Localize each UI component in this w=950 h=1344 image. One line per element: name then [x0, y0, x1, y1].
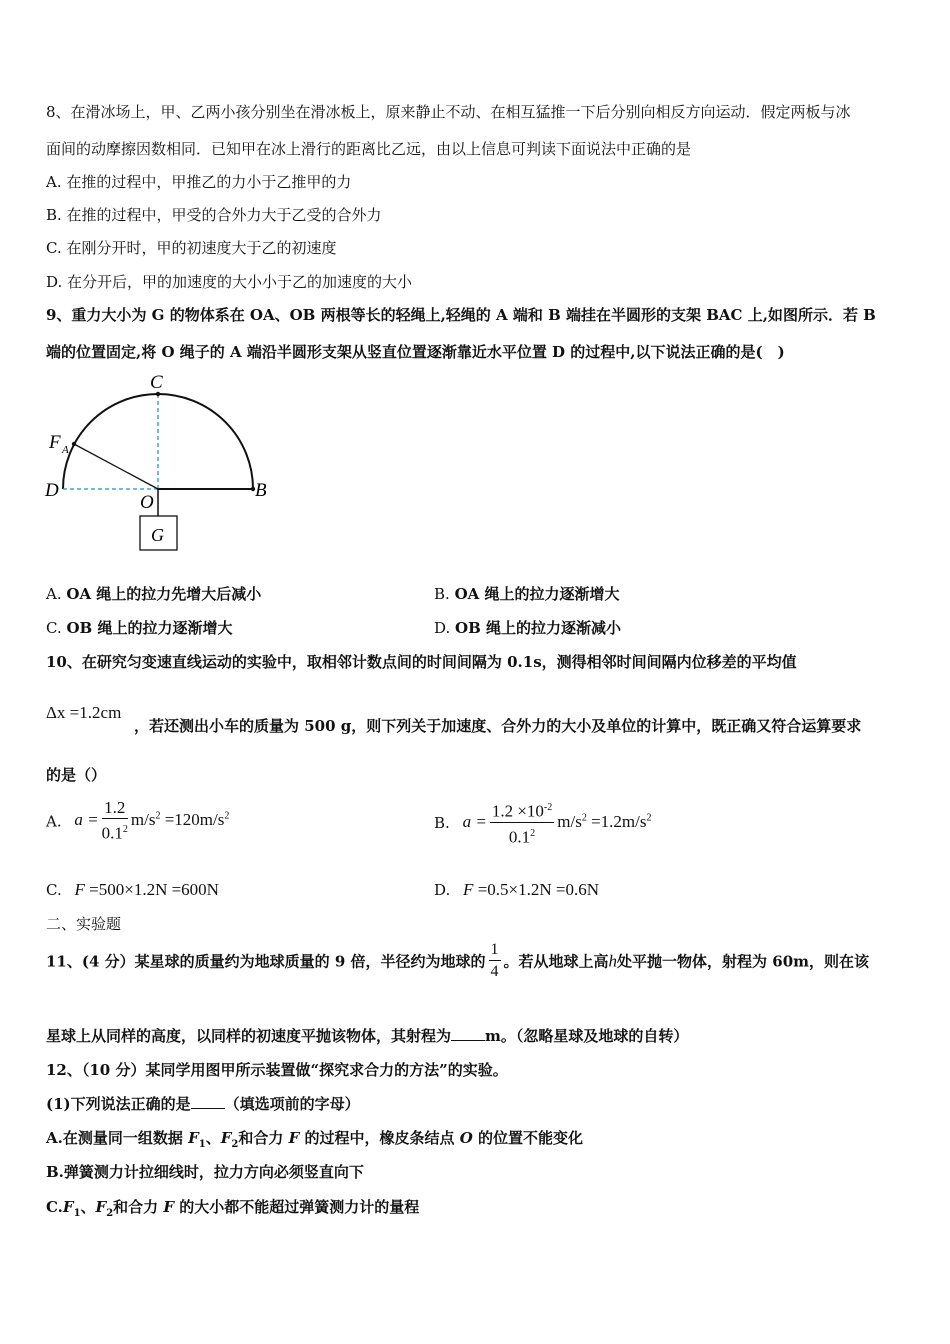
- q10-stem-line3: 的是（）: [46, 766, 107, 784]
- q12-option-a: A.在测量同一组数据 $F_1$、$F_2$和合力 F 的过程中，橡皮条结点 O 的位置不能变化: [46, 1129, 584, 1150]
- q10-delta-x: [46, 702, 121, 724]
- q9-stem-line2: 端的位置固定,将 O 绳子的 A 端沿半圆形支架从竖直位置逐渐靠近水平位置 D 的过程中,以下说法正确的是( ): [46, 343, 785, 361]
- q8-option-b: B. 在推的过程中，甲受的合外力大于乙受的合外力: [46, 206, 382, 224]
- one-quarter-fraction: $\frac{1}{4}$: [490, 941, 499, 980]
- q12-stem: 12、（10 分）某同学用图甲所示装置做“探究求合力的方法”的实验。: [46, 1061, 508, 1079]
- q10-option-d: D. F =0.5×1.2N =0.6N: [434, 880, 600, 899]
- label-a-subscript: A: [62, 444, 69, 456]
- answer-blank: [191, 1094, 225, 1109]
- label-d: D: [45, 480, 59, 501]
- q12-option-b: B.弹簧测力计拉细线时，拉力方向必须竖直向下: [46, 1163, 364, 1181]
- q11-stem-line1: 11、(4 分）某星球的质量约为地球质量的 9 倍，半径约为地球的 $\frac{1}{4}$ 。若从地球上高h处平抛一物体，射程为 60m，则在该: [46, 940, 869, 983]
- q8-stem-line1: 8、在滑冰场上，甲、乙两小孩分别坐在滑冰板上，原来静止不动、在相互猛推一下后分别向相反方向运动．假定两板与冰: [46, 103, 851, 121]
- semicircle-support-figure: [40, 368, 280, 558]
- q9-option-c: C. OB 绳上的拉力逐渐增大: [46, 619, 233, 637]
- answer-blank: [451, 1026, 485, 1041]
- q10-option-c: C. F =500×1.2N =600N: [46, 880, 219, 899]
- q9-option-a: A. OA 绳上的拉力先增大后减小: [46, 585, 262, 603]
- q12-option-c: $C.F_1$、$F_2$和合力 F 的大小都不能超过弹簧测力计的量程: [46, 1198, 420, 1219]
- q8-option-d: D. 在分开后，甲的加速度的大小小于乙的加速度的大小: [46, 273, 413, 291]
- section-heading: 二、实验题: [46, 915, 122, 933]
- q8-option-a: A. 在推的过程中，甲推乙的力小于乙推甲的力: [46, 173, 352, 191]
- q10-stem-line1: 10、在研究匀变速直线运动的实验中，取相邻计数点间的时间间隔为 0.1s，测得相邻时间间隔内位移差的平均值: [46, 653, 797, 671]
- point-a: [72, 442, 76, 446]
- q9-stem-line1: 9、重力大小为 G 的物体系在 OA、OB 两根等长的轻绳上,轻绳的 A 端和 B 端挂在半圆形的支架 BAC 上,如图所示．若 B: [46, 306, 876, 324]
- q9-option-d: D. OB 绳上的拉力逐渐减小: [434, 619, 621, 637]
- delta-x-formula: Δx =1.2cm: [46, 703, 122, 722]
- label-c: C: [150, 372, 163, 393]
- q11-stem-line2: 星球上从同样的高度，以同样的初速度平抛该物体，其射程为 m。（忽略星球及地球的自转）: [46, 1027, 689, 1045]
- label-o: O: [140, 492, 154, 513]
- q8-stem-line2: 面间的动摩擦因数相同．已知甲在冰上滑行的距离比乙远，由以上信息可判读下面说法中正确的是: [46, 140, 692, 158]
- q9-option-b: B. OA 绳上的拉力逐渐增大: [434, 585, 620, 603]
- q10-option-a: A. a = $\frac{1.2}{0.1^2}$ $m/s^2 =120m/s^2$: [46, 798, 230, 843]
- label-b: B: [255, 480, 267, 501]
- label-g: G: [151, 525, 164, 545]
- q10-stem-line2: ，若还测出小车的质量为 500 g，则下列关于加速度、合外力的大小及单位的计算中，既正确又符合运算要求: [134, 717, 862, 735]
- q12-sub1: (1)下列说法正确的是 （填选项前的字母）: [46, 1095, 360, 1113]
- q8-option-c: C. 在刚分开时，甲的初速度大于乙的初速度: [46, 239, 337, 257]
- label-f: F: [49, 432, 61, 453]
- q10-option-b: B. a = $\frac{1.2 \times 10^{-2}}{0.1^2}$ $m/s^2 =1.2m/s^2$: [434, 798, 651, 848]
- rope-oa: [74, 444, 158, 489]
